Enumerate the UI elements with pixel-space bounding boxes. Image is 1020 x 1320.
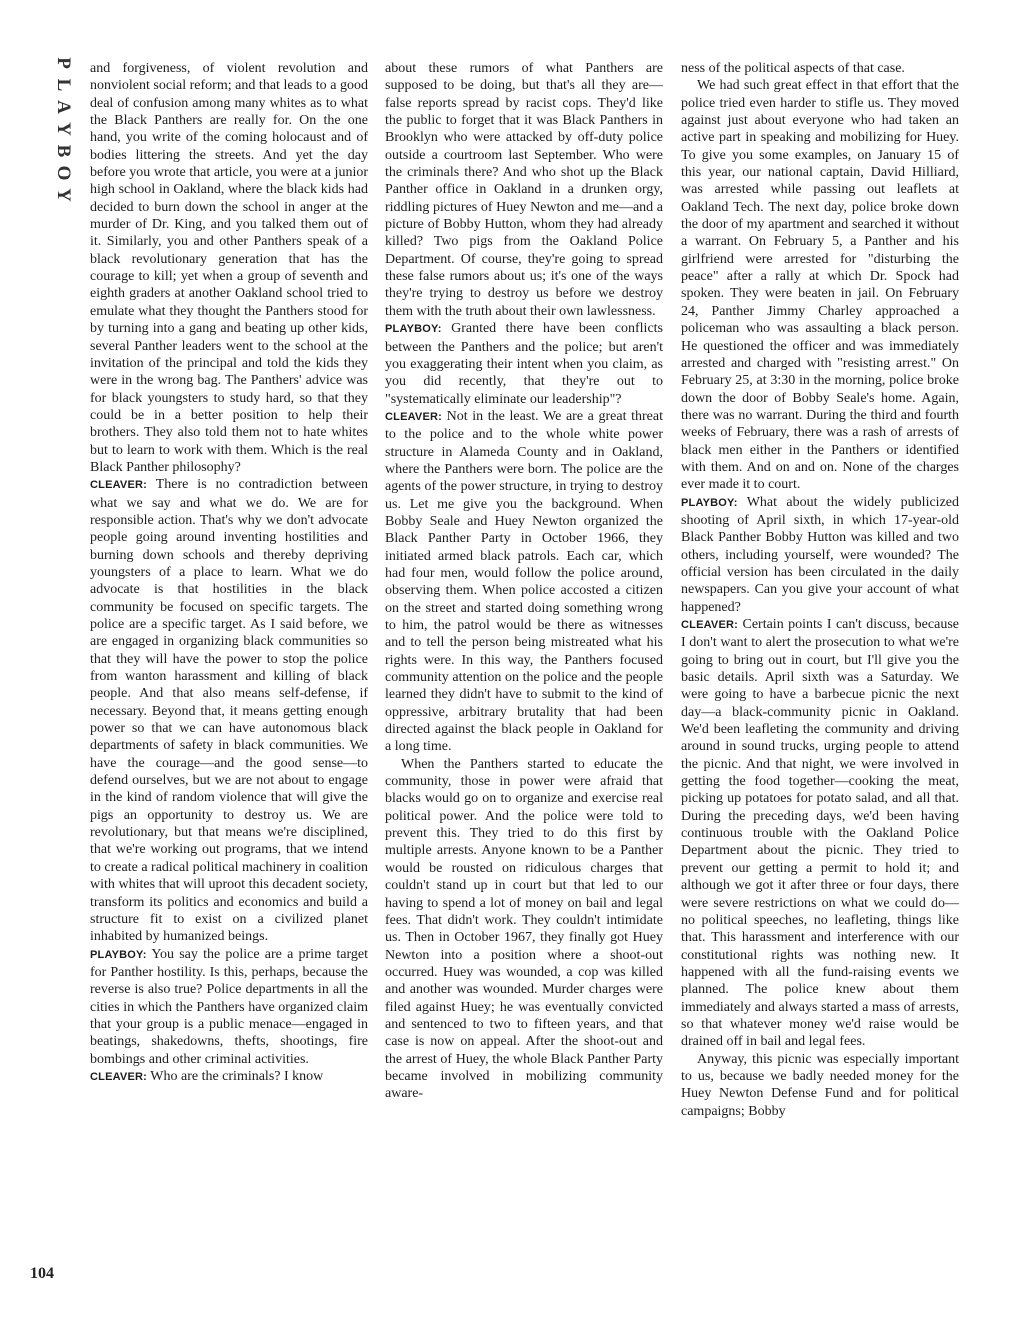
masthead-letter: P	[53, 57, 74, 69]
paragraph-text: Certain points I can't discuss, because I don't want to alert the prosecution to what we're going to bring out in court, but I'll give you the basic details. April sixth was a Saturday. We were going to have a barbecue picnic the next day—a black-community picnic in Oakland. We'd been leafleting the community and driving around in sound trucks, urging people to attend the picnic. And that night, we were involved in getting the food together—cooking the meat, picking up potatoes for potato salad, and all that. During the preceding days, we'd been having continuous trouble with the Oakland Police Department about the picnic. They tried to prevent our getting a permit to hold it; and although we got it after three or four days, there were severe restrictions on what we could do—no political speeches, no leafleting, things like that. This harassment and interference with our constitutional rights was nothing new. It happened with all the fund-raising events we planned. The police knew about them immediately and always started a mass of arrests, so that whatever money we'd raise would be drained off in bail and legal fees.	[681, 617, 959, 1050]
paragraph	[385, 408, 663, 756]
paragraph-text: Not in the least. We are a great threat to the police and to the whole white power structure in Alameda County and in Oakland, where the Panthers were born. The police are the agents of the power structure, in trying to destroy us. Let me give you the background. When Bobby Seale and Huey Newton organized the Black Panther Party in October 1966, they initiated armed black patrols. Each car, which had four men, would follow the police around, observing them. When police accosted a citizen on the street and started doing something wrong to him, the patrol would be there as witnesses and to tell the person being mistreated what his rights were. In this way, the Panthers focused community attention on the police and the people learned they didn't have to submit to the kind of oppressive, arbitrary brutality that had been directed against the black people in Oakland for a long time.	[385, 408, 663, 755]
page-number: 104	[30, 1265, 54, 1282]
paragraph-text: and forgiveness, of violent revolution and nonviolent social reform; and that leads to a good deal of confusion among many whites as to what the Black Panthers are really for. On the one hand, you write of the coming holocaust and of bodies littering the streets. And yet the day before you wrote that article, you were at a junior high school in Oakland, where the black kids had decided to burn down the school in anger at the murder of Dr. King, and you talked them out of it. Similarly, you and other Panthers speak of a black revolutionary generation that has the courage to kill; yet when a group of seventh and eighth graders at another Oakland school tried to emulate what they thought the Panthers stood for by turning into a gang and beating up other kids, several Panther leaders went to the school at the invitation of the principal and told the kids they were in the wrong bag. The Panthers' advice was for black youngsters to study hard, so that they could be in a better position to help their brothers. They also told them not to hate whites but to learn to work with them. Which is the real Black Panther philosophy?	[90, 61, 368, 475]
paragraph-text: You say the police are a prime target for Panther hostility. Is this, perhaps, because the reverse is also true? Police departments in all the cities in which the Panthers have organized claim that your group is a public menace—engaged in beatings, shakedowns, thefts, shootings, fire bombings and other criminal activities.	[90, 946, 368, 1067]
masthead-letter: O	[53, 165, 74, 181]
paragraph	[681, 616, 959, 1051]
paragraph	[90, 1068, 368, 1086]
masthead-letter: Y	[53, 188, 74, 202]
masthead-letter: B	[53, 144, 74, 158]
paragraph	[681, 494, 959, 616]
paragraph	[681, 60, 959, 77]
text-column-1	[90, 60, 368, 1086]
paragraph-text: about these rumors of what Panthers are supposed to be doing, but that's all they are—false reports spread by racist cops. They'd like the public to forget that it was Black Panthers in Brooklyn who were attacked by off-duty police outside a courtroom last September. Who were the criminals there? And who shot up the Black Panther office in Oakland in a drunken orgy, riddling pictures of Huey Newton and me—and a picture of Bobby Hutton, whom they had already killed? Two pigs from the Oakland Police Department. Of course, they're going to spread these false rumors about us; it's one of the ways they're trying to destroy us before we destroy them with the truth about their own lawlessness.	[385, 61, 663, 319]
speaker-label: PLAYBOY:	[90, 948, 147, 961]
paragraph	[681, 77, 959, 493]
speaker-label: CLEAVER:	[385, 410, 443, 423]
paragraph-text: There is no contradiction between what we say and what we do. We are for responsible action. That's why we don't advocate people going around inventing hostilities and burning down schools and thereby depriving youngsters of a place to learn. What we do advocate is that hostilities in the black community be focused on specific targets. The police are a specific target. As I said before, we are engaged in organizing black communities so that they will have the power to stop the police from wanton harassment and killing of black people. And that also means self-defense, if necessary. Beyond that, it means getting enough power so that we can have autonomous black departments of safety in black communities. We have the courage—and the good sense—to defend ourselves, but we are not about to engage in the kind of random violence that will give the pigs an opportunity to destroy us. We are revolutionary, but that means we're disciplined, that we're working out programs, that we intend to create a radical political machinery in coalition with whites that will uproot this decadent society, transform its politics and economics and build a structure fit to exist on a civilized planet inhabited by humanized beings.	[90, 477, 369, 945]
paragraph	[385, 60, 663, 320]
paragraph	[385, 756, 663, 1103]
speaker-label: PLAYBOY:	[681, 496, 738, 509]
paragraph	[90, 476, 368, 945]
magazine-masthead	[50, 52, 76, 206]
text-column-2	[385, 60, 663, 1103]
paragraph	[385, 320, 663, 408]
text-column-3	[681, 60, 959, 1120]
paragraph-text: We had such great effect in that effort that the police tried even harder to stifle us. They moved against just about everyone who had taken an active part in speaking and mobilizing for Huey. To give you some examples, on January 15 of this year, our national captain, David Hilliard, was arrested while passing out leaflets at Oakland Tech. The next day, police broke down the door of my apartment and searched it without a warrant. On February 5, a Panther and his girlfriend were arrested for "disturbing the peace" after a rally at which Dr. Spock had spoken. They were beaten in jail. On February 24, Panther Jimmy Charley approached a policeman who was assaulting a black person. He questioned the officer and was immediately arrested and charged with "resisting arrest." On February 25, at 3:30 in the morning, police broke down the door of Bobby Seale's home. Again, there was no warrant. During the third and fourth weeks of February, there was a rash of arrests of black men either in the Panthers or identified with them. And on and on. None of the charges ever made it to court.	[681, 78, 959, 493]
paragraph-text: When the Panthers started to educate the community, those in power were afraid that blacks would go on to organize and exercise real political power. And the police were told to prevent this. They tried to do this first by multiple arrests. Anyone known to be a Panther would be rousted on ridiculous charges that couldn't stand up in court but that led to our having to spend a lot of money on bail and legal fees. That didn't work. They couldn't intimidate us. Then in October 1967, they finally got Huey Newton into a position where a shoot-out occurred. Huey was wounded, a cop was killed and another was wounded. Murder charges were filed against Huey; he was eventually convicted and sentenced to two to fifteen years, and that case is now on appeal. After the shoot-out and the arrest of Huey, the whole Black Panther Party became involved in mobilizing community aware-	[385, 756, 663, 1102]
paragraph-text: Who are the criminals? I know	[150, 1068, 324, 1084]
paragraph-text: ness of the political aspects of that case.	[681, 61, 905, 76]
speaker-label: PLAYBOY:	[385, 323, 442, 336]
paragraph	[90, 60, 368, 476]
speaker-label: CLEAVER:	[681, 619, 739, 631]
paragraph	[90, 946, 368, 1068]
masthead-letter: Y	[53, 122, 74, 136]
paragraph-text: Anyway, this picnic was especially important to us, because we badly needed money for the Huey Newton Defense Fund and for political campaigns; Bobby	[681, 1051, 959, 1119]
speaker-label: CLEAVER:	[90, 1070, 148, 1083]
paragraph-text: What about the widely publicized shooting of April sixth, in which 17-year-old Black Panther Bobby Hutton was killed and two others, including yourself, were wounded? The official version has been circulated in the daily newspapers. Can you give your account of what happened?	[681, 494, 959, 615]
speaker-label: CLEAVER:	[90, 479, 148, 492]
paragraph	[681, 1051, 959, 1120]
masthead-letter: L	[53, 78, 74, 92]
paragraph-text: Granted there have been conflicts between the Panthers and the police; but aren't you exaggerating their intent when you claim, as you did recently, that they're out to "systematically eliminate our leadership"?	[385, 321, 663, 407]
masthead-letter: A	[53, 100, 74, 114]
